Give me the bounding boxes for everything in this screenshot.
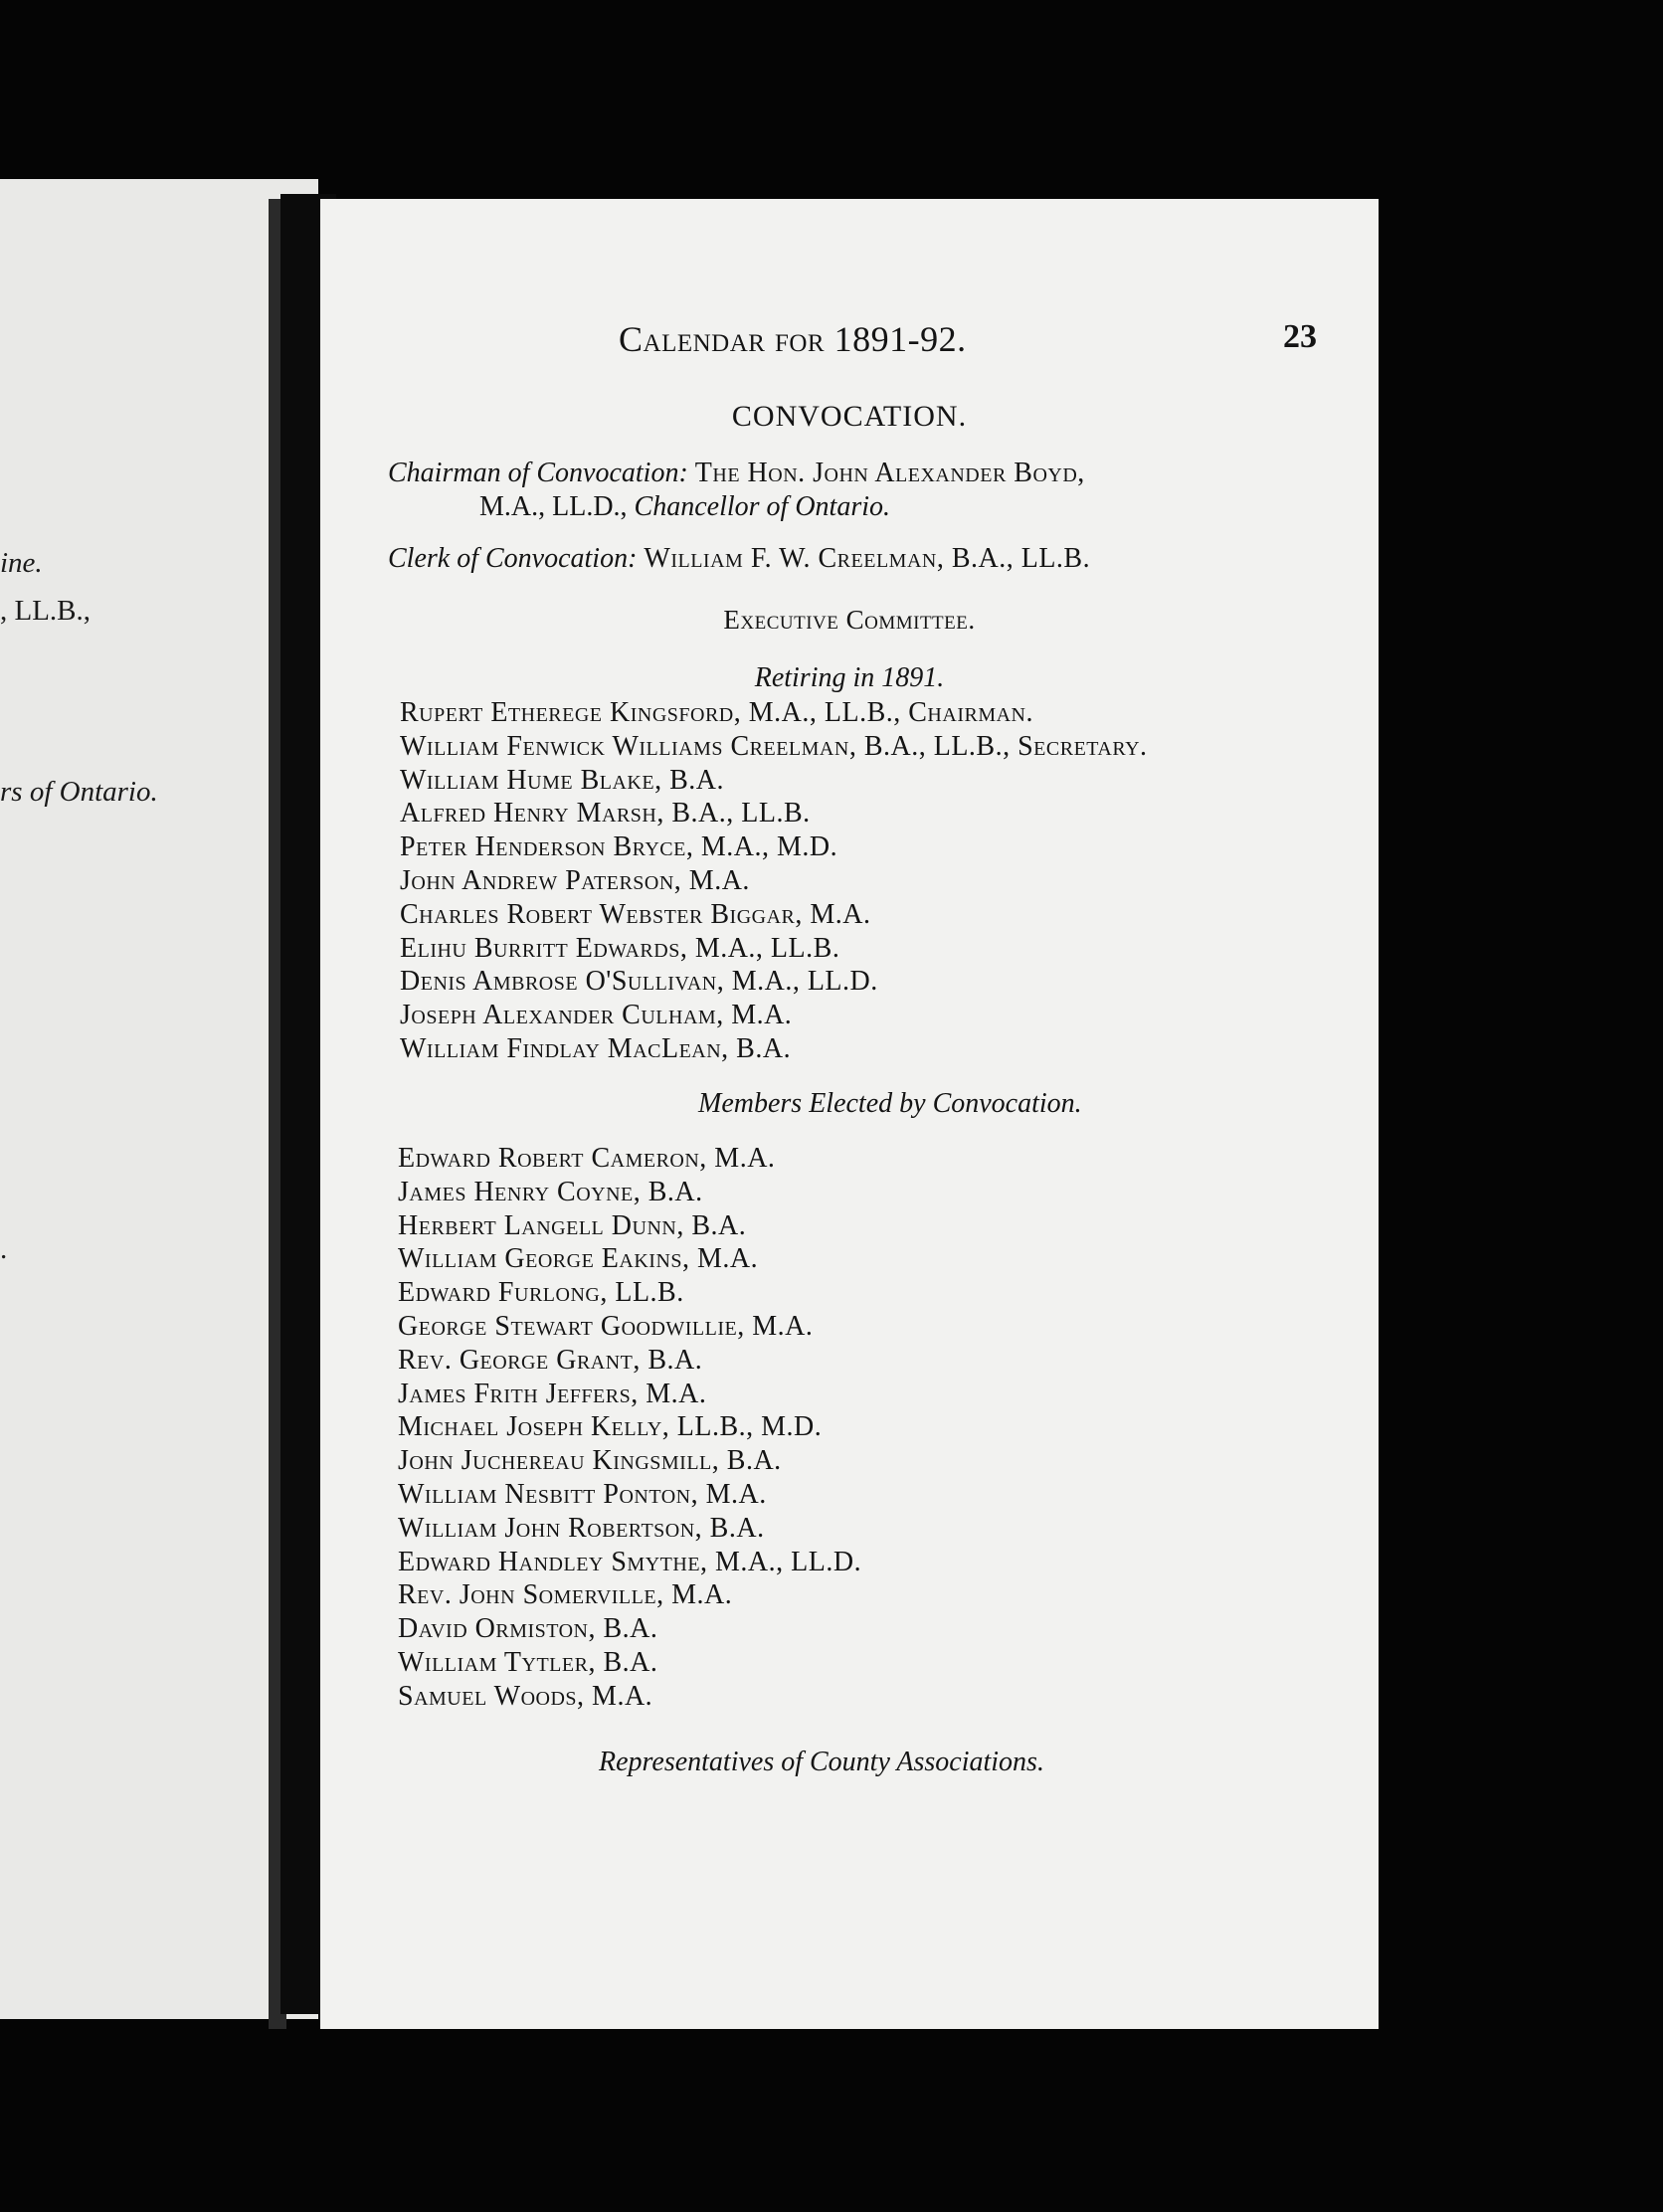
member-entry: George Stewart Goodwillie, M.A.	[398, 1310, 814, 1342]
retiring-label: Retiring in 1891.	[754, 662, 945, 693]
member-entry: Rupert Etherege Kingsford, M.A., LL.B., Chairman.	[400, 697, 1033, 728]
member-entry: Herbert Langell Dunn, B.A.	[398, 1209, 747, 1241]
clerk-line	[388, 543, 1090, 575]
member-entry: William John Robertson, B.A.	[398, 1512, 765, 1544]
member-entry: Edward Furlong, LL.B.	[398, 1277, 684, 1309]
member-entry: William Nesbitt Ponton, M.A.	[398, 1478, 767, 1510]
left-fragment-ine: ine.	[0, 547, 43, 579]
member-entry: William Fenwick Williams Creelman, B.A., LL.B., Secretary.	[400, 730, 1148, 762]
member-entry: Peter Henderson Bryce, M.A., M.D.	[400, 831, 838, 863]
chairman-line-2	[479, 491, 890, 523]
executive-committee-title: Executive Committee.	[723, 605, 976, 635]
member-entry: Rev. John Somerville, M.A.	[398, 1579, 733, 1611]
running-header: Calendar for 1891-92.	[619, 319, 967, 359]
member-entry: William Hume Blake, B.A.	[400, 764, 724, 796]
member-entry: Samuel Woods, M.A.	[398, 1680, 653, 1712]
left-fragment-llb: , LL.B.,	[0, 595, 92, 627]
member-entry: Charles Robert Webster Biggar, M.A.	[400, 898, 871, 930]
member-entry: Rev. George Grant, B.A.	[398, 1344, 703, 1376]
member-entry: William George Eakins, M.A.	[398, 1243, 759, 1275]
right-page	[320, 199, 1379, 2029]
left-fragment-ontario: rs of Ontario.	[0, 776, 158, 808]
chairman-line	[388, 458, 1085, 489]
left-fragment-dot: .	[0, 1233, 8, 1265]
member-entry: Elihu Burritt Edwards, M.A., LL.B.	[400, 932, 840, 964]
clerk-name: William F. W. Creelman, B.A., LL.B.	[644, 543, 1091, 574]
elected-caption: Members Elected by Convocation.	[698, 1088, 1082, 1119]
member-entry: Edward Handley Smythe, M.A., LL.D.	[398, 1546, 862, 1577]
member-entry: Michael Joseph Kelly, LL.B., M.D.	[398, 1411, 823, 1443]
member-entry: James Frith Jeffers, M.A.	[398, 1378, 707, 1409]
member-entry: Alfred Henry Marsh, B.A., LL.B.	[400, 798, 811, 830]
member-entry: John Juchereau Kingsmill, B.A.	[398, 1445, 782, 1477]
chairman-label: Chairman of Convocation:	[388, 458, 688, 488]
member-entry: Edward Robert Cameron, M.A.	[398, 1143, 776, 1174]
member-entry: James Henry Coyne, B.A.	[398, 1176, 703, 1207]
member-entry: Joseph Alexander Culham, M.A.	[400, 1000, 793, 1031]
county-caption: Representatives of County Associations.	[599, 1747, 1044, 1777]
member-entry: John Andrew Paterson, M.A.	[400, 864, 750, 896]
member-entry: William Findlay MacLean, B.A.	[400, 1032, 792, 1064]
chairman-role: Chancellor of Ontario.	[634, 491, 890, 522]
member-entry: Denis Ambrose O'Sullivan, M.A., LL.D.	[400, 966, 878, 998]
member-entry: David Ormiston, B.A.	[398, 1613, 658, 1645]
county-representatives-list	[398, 1142, 861, 1714]
section-title: CONVOCATION.	[731, 400, 968, 433]
elected-members-list	[400, 696, 1148, 1066]
chairman-degrees: M.A., LL.D.,	[479, 491, 628, 522]
member-entry: William Tytler, B.A.	[398, 1646, 658, 1678]
chairman-name: The Hon. John Alexander Boyd,	[694, 458, 1085, 488]
page-number: 23	[1283, 318, 1317, 355]
clerk-label: Clerk of Convocation:	[388, 543, 638, 574]
